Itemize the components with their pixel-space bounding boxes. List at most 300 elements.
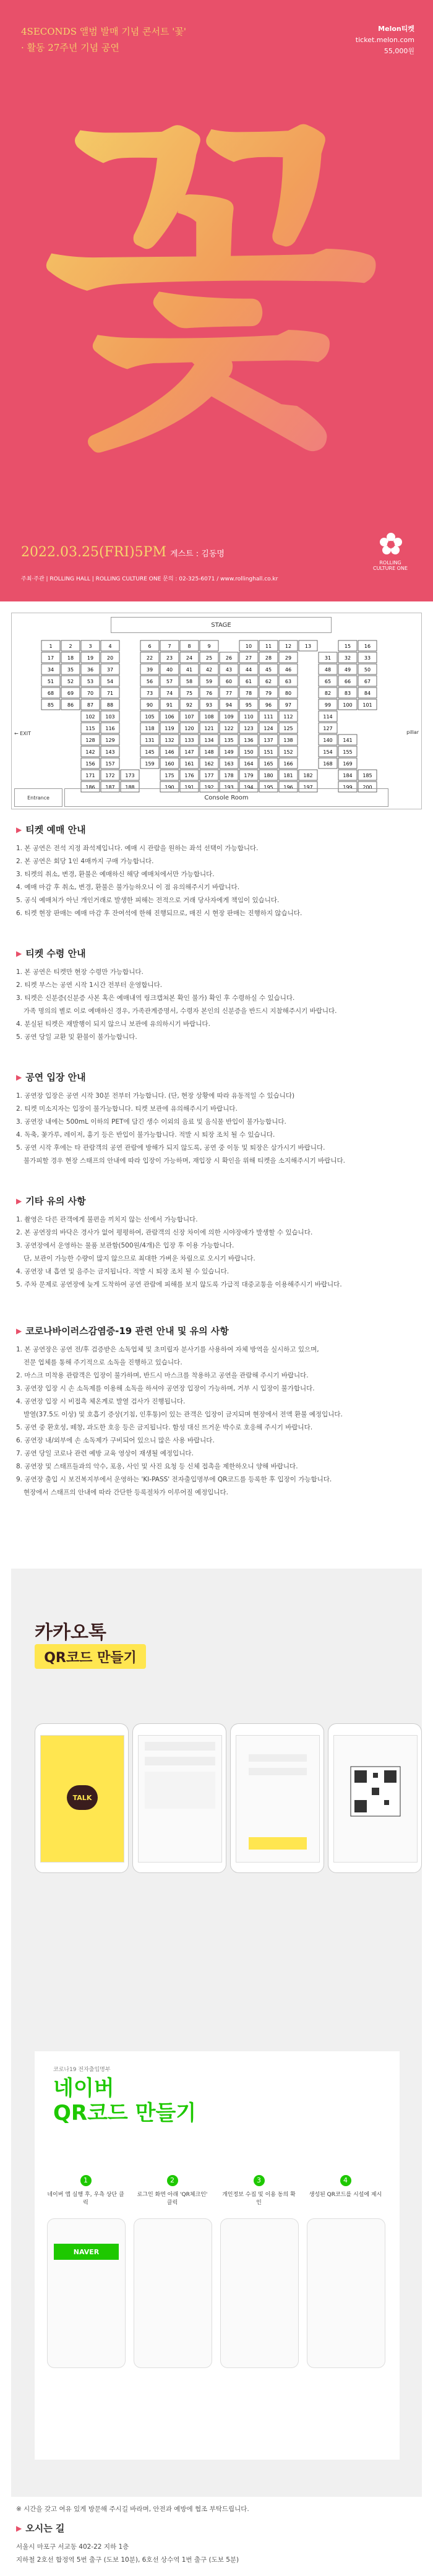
seat-number: 32 xyxy=(344,655,351,661)
seat[interactable] xyxy=(180,758,199,769)
seat[interactable] xyxy=(239,758,258,769)
seat[interactable] xyxy=(200,699,218,710)
seat-number: 118 xyxy=(145,726,155,731)
seat[interactable] xyxy=(319,699,337,710)
seat-number: 141 xyxy=(343,738,353,743)
seat[interactable] xyxy=(220,664,238,674)
logo-text: ROLLING CULTURE ONE xyxy=(372,560,408,571)
step-number: 3 xyxy=(254,2175,265,2186)
seat-number: 87 xyxy=(87,702,94,708)
kakao-phone-4 xyxy=(328,1723,422,1873)
seat-number: 79 xyxy=(265,691,272,696)
seat-number: 4 xyxy=(108,644,112,649)
seat[interactable] xyxy=(259,746,278,757)
seat-number: 13 xyxy=(304,644,312,649)
kakao-screen-3 xyxy=(236,1735,320,1863)
seat[interactable] xyxy=(101,723,119,733)
seat[interactable] xyxy=(81,676,100,686)
seat[interactable] xyxy=(160,734,179,745)
directions-subway: 지하철 2호선 합정역 5번 출구 (도보 10분), 6호선 상수역 1번 출구 (도보 5분) xyxy=(16,2556,239,2564)
directions-title: ▶ 오시는 길 xyxy=(16,2523,65,2534)
seat[interactable] xyxy=(259,687,278,698)
seat[interactable] xyxy=(160,640,179,651)
section-title: ▶ 기타 유의 사항 xyxy=(16,1195,86,1207)
seat[interactable] xyxy=(140,664,159,674)
seat[interactable] xyxy=(41,664,60,674)
seat[interactable] xyxy=(319,746,337,757)
seat-number: 119 xyxy=(165,726,174,731)
seat[interactable] xyxy=(338,640,357,651)
seat-number: 88 xyxy=(106,702,114,708)
seat[interactable] xyxy=(239,699,258,710)
seat-number: 199 xyxy=(343,785,353,790)
seat-number: 168 xyxy=(323,761,333,767)
seat[interactable] xyxy=(160,699,179,710)
seat-number: 159 xyxy=(145,761,155,767)
seat-number: 156 xyxy=(85,761,95,767)
kakao-phone-2 xyxy=(132,1723,226,1873)
seat[interactable] xyxy=(81,770,100,780)
seat[interactable] xyxy=(220,687,238,698)
seat[interactable] xyxy=(338,746,357,757)
seat[interactable] xyxy=(180,699,199,710)
seat[interactable] xyxy=(61,699,80,710)
section-line: 3. 공연장 내에는 500mL 이하의 PET에 담긴 생수 이외의 음료 및 음식물 반입이 불가능합니다. xyxy=(16,1118,286,1126)
seat[interactable] xyxy=(180,734,199,745)
seat-number: 197 xyxy=(303,785,313,790)
seat[interactable] xyxy=(61,652,80,663)
seat[interactable] xyxy=(81,640,100,651)
seat-number: 82 xyxy=(324,691,332,696)
seat[interactable] xyxy=(319,734,337,745)
seat-number: 31 xyxy=(324,655,332,661)
seat[interactable] xyxy=(279,746,298,757)
section-line: 4. 독축, 꽃가루, 레이저, 흉기 등은 반입이 불가능합니다. 적발 시 퇴장 조치 될 수 있습니다. xyxy=(16,1131,275,1139)
seat[interactable] xyxy=(319,664,337,674)
kakao-subtitle: QR코드 만들기 xyxy=(35,1644,146,1669)
seat[interactable] xyxy=(358,770,377,780)
kakao-screen-4 xyxy=(333,1735,418,1863)
seat-number: 116 xyxy=(105,726,115,731)
naver-phone-1 xyxy=(47,2218,126,2368)
seat-number: 182 xyxy=(303,773,313,778)
seat[interactable] xyxy=(338,770,357,780)
seat-number: 76 xyxy=(205,691,213,696)
kakao-phone-1 xyxy=(35,1723,129,1873)
seat[interactable] xyxy=(259,699,278,710)
seat-number: 57 xyxy=(166,679,173,684)
seat[interactable] xyxy=(220,758,238,769)
seat[interactable] xyxy=(279,734,298,745)
seat[interactable] xyxy=(180,770,199,780)
seat[interactable] xyxy=(41,699,60,710)
seat[interactable] xyxy=(160,723,179,733)
seat[interactable] xyxy=(160,676,179,686)
ticket-price: 55,000원 xyxy=(384,47,414,55)
section-line: 2. 티켓 부스는 공연 시작 1시간 전부터 운영합니다. xyxy=(16,981,163,989)
seat[interactable] xyxy=(140,711,159,722)
seat[interactable] xyxy=(279,711,298,722)
seat-number: 114 xyxy=(323,714,333,720)
seat[interactable] xyxy=(140,723,159,733)
seat[interactable] xyxy=(160,664,179,674)
seat[interactable] xyxy=(279,652,298,663)
seat-number: 112 xyxy=(283,714,293,720)
seat[interactable] xyxy=(239,664,258,674)
seat-number: 142 xyxy=(85,749,95,755)
seat-number: 69 xyxy=(67,691,74,696)
seat-number: 100 xyxy=(343,702,353,708)
seat[interactable] xyxy=(180,664,199,674)
seat-number: 91 xyxy=(166,702,173,708)
seat-number: 129 xyxy=(105,738,115,743)
section-line: 2. 본 공연장의 바닥은 경사가 없어 평평하여, 관람객의 신장 차이에 의한 시야장애가 발생할 수 있습니다. xyxy=(16,1229,313,1236)
seat-number: 74 xyxy=(166,691,173,696)
seat-number: 84 xyxy=(364,691,371,696)
section-line: 4. 공연장 내 흡연 및 음주는 금지됩니다. 적발 시 퇴장 조치 될 수 있습니다. xyxy=(16,1268,229,1275)
section-line: 2. 본 공연은 회당 1인 4매까지 구매 가능합니다. xyxy=(16,858,154,865)
seat-number: 8 xyxy=(187,644,191,649)
seat[interactable] xyxy=(101,758,119,769)
seat-number: 48 xyxy=(324,667,332,673)
seat[interactable] xyxy=(200,758,218,769)
seat[interactable] xyxy=(259,676,278,686)
seat[interactable] xyxy=(220,734,238,745)
seat[interactable] xyxy=(61,664,80,674)
seat[interactable] xyxy=(338,687,357,698)
seat-number: 24 xyxy=(186,655,193,661)
seat[interactable] xyxy=(319,711,337,722)
seat[interactable] xyxy=(239,687,258,698)
seat[interactable] xyxy=(259,664,278,674)
seat[interactable] xyxy=(101,664,119,674)
seat[interactable] xyxy=(220,676,238,686)
seat[interactable] xyxy=(279,770,298,780)
seat[interactable] xyxy=(319,687,337,698)
seat[interactable] xyxy=(259,770,278,780)
ticket-url[interactable]: ticket.melon.com xyxy=(355,36,414,44)
seat-number: 58 xyxy=(186,679,193,684)
seat[interactable] xyxy=(81,711,100,722)
seat-number: 70 xyxy=(87,691,94,696)
seat-number: 122 xyxy=(224,726,234,731)
seat[interactable] xyxy=(239,711,258,722)
seat[interactable] xyxy=(200,640,218,651)
seat-number: 26 xyxy=(225,655,233,661)
naver-brand: NAVER xyxy=(54,2244,119,2260)
seat-number: 152 xyxy=(283,749,293,755)
seat[interactable] xyxy=(259,711,278,722)
naver-step-4 xyxy=(307,2175,384,2198)
seat[interactable] xyxy=(358,640,377,651)
seat-number: 200 xyxy=(362,785,372,790)
seat[interactable] xyxy=(81,652,100,663)
seat-number: 123 xyxy=(244,726,254,731)
section-line: 발열(37.5도 이상) 및 호흡기 증상(기침, 인후통)이 있는 관객은 입장이 금지되며 현장에서 전액 환불 예정입니다. xyxy=(24,1411,343,1418)
seat[interactable] xyxy=(358,687,377,698)
seat[interactable] xyxy=(279,723,298,733)
seat[interactable] xyxy=(140,746,159,757)
section-line: 1. 촬영은 다른 관객에게 불편을 끼치지 않는 선에서 가능합니다. xyxy=(16,1216,198,1223)
kakao-screen-2 xyxy=(138,1735,222,1863)
seat[interactable] xyxy=(239,770,258,780)
seat[interactable] xyxy=(101,676,119,686)
seat-number: 97 xyxy=(285,702,292,708)
seat-number: 133 xyxy=(184,738,194,743)
seat[interactable] xyxy=(140,640,159,651)
seat[interactable] xyxy=(319,676,337,686)
seat[interactable] xyxy=(81,746,100,757)
seat[interactable] xyxy=(200,652,218,663)
seat[interactable] xyxy=(180,711,199,722)
seat[interactable] xyxy=(279,699,298,710)
naver-step-1 xyxy=(47,2175,124,2206)
seat[interactable] xyxy=(200,687,218,698)
seat-number: 2 xyxy=(69,644,72,649)
seat[interactable] xyxy=(338,652,357,663)
section-line: 1. 공연장 입장은 공연 시작 30분 전부터 가능합니다. (단, 현장 상황에 따라 유동적일 수 있습니다) xyxy=(16,1092,295,1100)
seat[interactable] xyxy=(200,770,218,780)
section-line: 2. 티켓 미소지자는 입장이 불가능합니다. 티켓 보관에 유의해주시기 바랍니다. xyxy=(16,1105,238,1113)
seat-number: 195 xyxy=(264,785,273,790)
ticket-vendor: Melon티켓 xyxy=(378,25,414,33)
seat[interactable] xyxy=(200,746,218,757)
seat-number: 120 xyxy=(184,726,194,731)
seat[interactable] xyxy=(140,734,159,745)
seat-number: 45 xyxy=(265,667,272,673)
seat-number: 60 xyxy=(225,679,233,684)
seat[interactable] xyxy=(160,687,179,698)
seat[interactable] xyxy=(239,723,258,733)
seat[interactable] xyxy=(220,711,238,722)
seat-number: 151 xyxy=(264,749,273,755)
seat-number: 128 xyxy=(85,738,95,743)
seat-number: 154 xyxy=(323,749,333,755)
seat[interactable] xyxy=(140,758,159,769)
seat[interactable] xyxy=(81,664,100,674)
seat[interactable] xyxy=(160,652,179,663)
seat-number: 68 xyxy=(47,691,54,696)
seat-number: 150 xyxy=(244,749,254,755)
seat[interactable] xyxy=(358,699,377,710)
seat[interactable] xyxy=(338,676,357,686)
seat-number: 131 xyxy=(145,738,155,743)
seat-number: 36 xyxy=(87,667,94,673)
seat[interactable] xyxy=(239,640,258,651)
entrance-label: Entrance xyxy=(14,788,62,807)
seat-number: 52 xyxy=(67,679,74,684)
seat-number: 40 xyxy=(166,667,173,673)
seat-number: 163 xyxy=(224,761,234,767)
seat-number: 196 xyxy=(283,785,293,790)
seat[interactable] xyxy=(239,676,258,686)
seat[interactable] xyxy=(259,734,278,745)
seat-number: 43 xyxy=(225,667,233,673)
seat[interactable] xyxy=(239,746,258,757)
seat[interactable] xyxy=(338,758,357,769)
seat[interactable] xyxy=(239,652,258,663)
section-2 xyxy=(16,947,418,1044)
seat[interactable] xyxy=(299,770,317,780)
seat[interactable] xyxy=(81,758,100,769)
seat-number: 184 xyxy=(343,773,353,778)
seat[interactable] xyxy=(140,676,159,686)
seat-number: 12 xyxy=(285,644,292,649)
exit-label: ← EXIT xyxy=(14,731,32,736)
seat-number: 94 xyxy=(225,702,233,708)
seat-number: 147 xyxy=(184,749,194,755)
seat[interactable] xyxy=(220,746,238,757)
seat-number: 90 xyxy=(146,702,153,708)
step-text: 네이버 앱 실행 후, 우측 상단 클릭 xyxy=(47,2192,124,2206)
seat-number: 115 xyxy=(85,726,95,731)
seat[interactable] xyxy=(121,770,139,780)
seat[interactable] xyxy=(81,699,100,710)
seat[interactable] xyxy=(61,676,80,686)
seat[interactable] xyxy=(358,676,377,686)
seat-number: 110 xyxy=(244,714,254,720)
triangle-icon: ▶ xyxy=(16,2523,22,2533)
seat-number: 41 xyxy=(186,667,193,673)
seat[interactable] xyxy=(279,664,298,674)
seat-number: 83 xyxy=(344,691,351,696)
seat[interactable] xyxy=(338,734,357,745)
seat[interactable] xyxy=(61,640,80,651)
seat-number: 181 xyxy=(283,773,293,778)
section-line: 가족 명의의 별로 이로 예매하신 경우, 가족관계증명서, 수령자 본인의 신분증을 반드시 지참해주시기 바랍니다. xyxy=(24,1007,337,1015)
seat[interactable] xyxy=(319,758,337,769)
section-line: 2. 마스크 미착용 관람객은 입장이 불가하며, 반드시 마스크를 착용하고 공연을 관람해 주시기 바랍니다. xyxy=(16,1372,309,1379)
seat[interactable] xyxy=(101,699,119,710)
step-number: 2 xyxy=(167,2175,178,2186)
seat[interactable] xyxy=(61,687,80,698)
step-text: 로그인 화면 아래 'QR체크인' 클릭 xyxy=(137,2192,208,2206)
seat[interactable] xyxy=(160,711,179,722)
seat[interactable] xyxy=(101,746,119,757)
step-text: 개인정보 수집 및 이용 동의 확인 xyxy=(222,2192,296,2206)
seat[interactable] xyxy=(101,687,119,698)
seat[interactable] xyxy=(140,699,159,710)
seat[interactable] xyxy=(180,640,199,651)
seat[interactable] xyxy=(220,723,238,733)
seat-number: 160 xyxy=(165,761,174,767)
seat[interactable] xyxy=(101,711,119,722)
seat[interactable] xyxy=(200,734,218,745)
seat[interactable] xyxy=(279,676,298,686)
seat[interactable] xyxy=(358,652,377,663)
seat[interactable] xyxy=(338,699,357,710)
seat[interactable] xyxy=(200,723,218,733)
seat-number: 51 xyxy=(47,679,54,684)
seat[interactable] xyxy=(140,652,159,663)
seat-number: 77 xyxy=(225,691,233,696)
seat[interactable] xyxy=(279,640,298,651)
seat[interactable] xyxy=(299,640,317,651)
seat[interactable] xyxy=(220,699,238,710)
seat-number: 146 xyxy=(165,749,174,755)
seat[interactable] xyxy=(259,758,278,769)
seat-number: 63 xyxy=(285,679,292,684)
seat-number: 155 xyxy=(343,749,353,755)
seat[interactable] xyxy=(81,687,100,698)
seat[interactable] xyxy=(160,770,179,780)
concert-date xyxy=(21,545,225,560)
svg-text:꽃: 꽃 xyxy=(43,84,378,491)
seat[interactable] xyxy=(259,652,278,663)
seat[interactable] xyxy=(180,687,199,698)
seat-number: 166 xyxy=(283,761,293,767)
pillar-label: pillar xyxy=(406,730,419,735)
seat[interactable] xyxy=(41,652,60,663)
seat-number: 171 xyxy=(85,773,95,778)
seat-number: 175 xyxy=(165,773,174,778)
seat[interactable] xyxy=(319,723,337,733)
seat[interactable] xyxy=(259,640,278,651)
seat-number: 157 xyxy=(105,761,115,767)
seat[interactable] xyxy=(41,687,60,698)
seat-number: 22 xyxy=(146,655,153,661)
naver-step-2 xyxy=(134,2175,211,2206)
seat-number: 177 xyxy=(204,773,214,778)
seat[interactable] xyxy=(160,758,179,769)
seat-number: 169 xyxy=(343,761,353,767)
seat[interactable] xyxy=(81,723,100,733)
seat[interactable] xyxy=(279,687,298,698)
seat[interactable] xyxy=(279,758,298,769)
seat[interactable] xyxy=(239,734,258,745)
seat[interactable] xyxy=(41,640,60,651)
seat[interactable] xyxy=(41,676,60,686)
seat[interactable] xyxy=(200,664,218,674)
section-line: 불가피할 경우 현장 스태프의 안내에 따라 입장이 가능하며, 재입장 시 확인을 위해 티켓을 소지해주시기 바랍니다. xyxy=(24,1157,345,1165)
seat-number: 161 xyxy=(184,761,194,767)
seat[interactable] xyxy=(220,652,238,663)
seat-number: 95 xyxy=(245,702,252,708)
seat[interactable] xyxy=(140,687,159,698)
seat[interactable] xyxy=(338,664,357,674)
seat[interactable] xyxy=(101,640,119,651)
seat[interactable] xyxy=(200,711,218,722)
seat[interactable] xyxy=(160,746,179,757)
seat[interactable] xyxy=(180,746,199,757)
seat[interactable] xyxy=(180,723,199,733)
seating-chart xyxy=(11,613,422,809)
section-line: 전문 업체를 통해 주기적으로 소독을 진행하고 있습니다. xyxy=(24,1359,182,1366)
seat-number: 101 xyxy=(362,702,372,708)
seat[interactable] xyxy=(101,652,119,663)
seat[interactable] xyxy=(101,770,119,780)
seat[interactable] xyxy=(358,664,377,674)
seat-number: 143 xyxy=(105,749,115,755)
seat-number: 180 xyxy=(264,773,273,778)
seat[interactable] xyxy=(180,676,199,686)
seat-number: 179 xyxy=(244,773,254,778)
seat[interactable] xyxy=(81,734,100,745)
concert-poster xyxy=(0,0,433,601)
step-text: 생성된 QR코드를 시설에 제시 xyxy=(309,2192,382,2198)
seat[interactable] xyxy=(180,652,199,663)
seat-number: 53 xyxy=(87,679,94,684)
stage-label: STAGE xyxy=(111,617,332,633)
seat[interactable] xyxy=(101,734,119,745)
seat-number: 34 xyxy=(47,667,54,673)
seat-number: 16 xyxy=(364,644,371,649)
seat[interactable] xyxy=(319,652,337,663)
seat[interactable] xyxy=(259,723,278,733)
kakao-title: 카카오톡 xyxy=(35,1622,106,1643)
seat[interactable] xyxy=(200,676,218,686)
seat[interactable] xyxy=(220,770,238,780)
